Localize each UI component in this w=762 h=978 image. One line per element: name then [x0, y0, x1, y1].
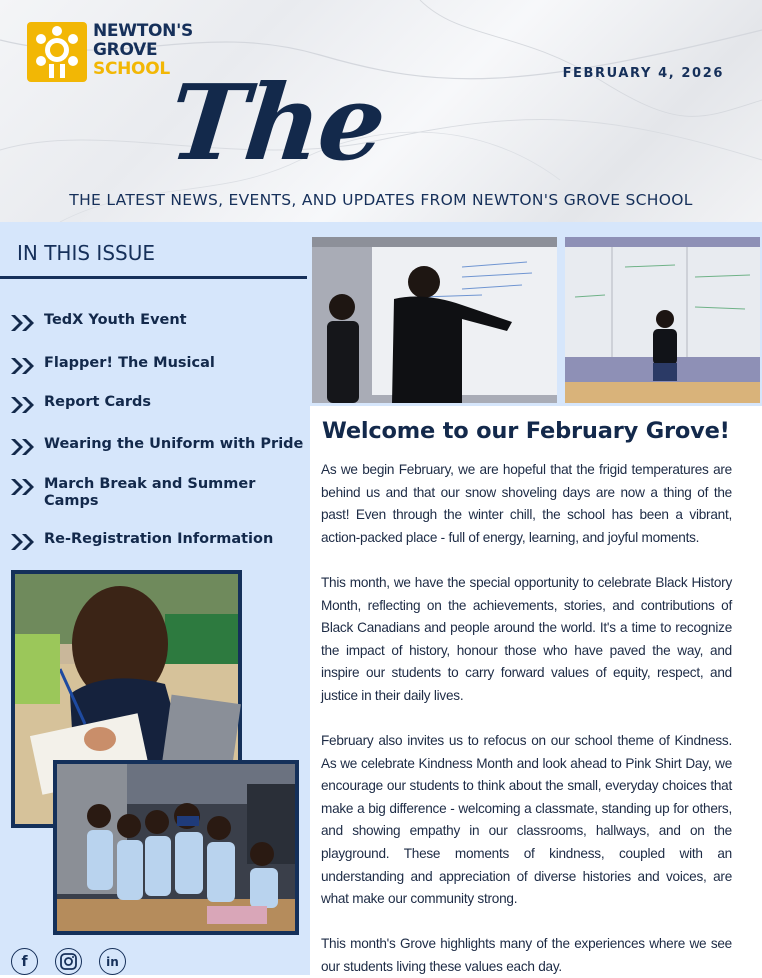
whiteboard-student-image: [565, 237, 760, 403]
facebook-icon[interactable]: [11, 948, 38, 975]
double-chevron-icon: [10, 438, 36, 456]
logo-line-1: NEWTON'S: [93, 21, 193, 41]
toc-label: Report Cards: [44, 394, 152, 410]
instagram-icon[interactable]: [55, 948, 82, 975]
photo-strip: [310, 222, 762, 406]
newsletter-header: [0, 0, 762, 222]
issue-date: FEBRUARY 4, 2026: [562, 66, 724, 81]
highlights-paragraph: This month's Grove highlights many of the experiences where we see our students living these values each day.: [321, 936, 732, 974]
toc-item-flapper[interactable]: [10, 355, 305, 375]
double-chevron-icon: [10, 533, 36, 551]
in-this-issue-heading: IN THIS ISSUE: [17, 241, 155, 265]
newsletter-tagline: THE LATEST NEWS, EVENTS, AND UPDATES FROM NEWTON'S GROVE SCHOOL: [69, 191, 693, 209]
toc-label: TedX Youth Event: [44, 312, 187, 328]
sidebar: [0, 222, 310, 975]
sidebar-divider: [0, 276, 307, 279]
school-logo[interactable]: [27, 22, 193, 82]
toc-item-report-cards[interactable]: [10, 394, 305, 414]
toc-item-uniform[interactable]: [10, 436, 305, 456]
toc-item-re-registration[interactable]: [10, 531, 305, 551]
double-chevron-icon: [10, 357, 36, 375]
toc-label: Re-Registration Information: [44, 531, 274, 547]
double-chevron-icon: [10, 396, 36, 414]
student-group-image: [57, 764, 295, 931]
black-history-paragraph: This month, we have the special opportunity to celebrate Black History Month, reflecting on the achievements, stories, and contributions of Black Canadians and people around the world. It's a time to recognize the impact of history, honour those who have paved the way, and inspire our students to carry forward values of equity, respect, and justice in their daily lives.: [321, 575, 732, 703]
toc-label: March Break and Summer Camps: [44, 476, 256, 509]
photo-student-group: [53, 760, 299, 935]
linkedin-icon[interactable]: [99, 948, 126, 975]
double-chevron-icon: [10, 314, 36, 332]
welcome-heading: Welcome to our February Grove!: [322, 418, 730, 444]
toc-item-march-break[interactable]: [10, 476, 305, 510]
photo-whiteboard-two-students: [312, 237, 557, 403]
toc-label: Wearing the Uniform with Pride: [44, 436, 304, 452]
toc-label: Flapper! The Musical: [44, 355, 215, 371]
toc-item-tedx[interactable]: [10, 312, 305, 332]
logo-line-2: GROVE: [93, 40, 158, 60]
instagram-glyph-icon: [60, 953, 77, 970]
logo-line-3: SCHOOL: [93, 59, 170, 79]
kindness-paragraph: February also invites us to refocus on our school theme of Kindness. As we celebrate Kindness Month and look ahead to Pink Shirt Day, we encourage our students to think about the small, everyday choices that make a big difference - welcoming a classmate, standing up for others, and showing empathy in our classrooms, hallways, and on the playground. These moments of kindness, coupled with an understanding and appreciation of diverse histories and voices, are what make our community strong.: [321, 733, 732, 907]
facebook-glyph: f: [21, 953, 28, 970]
photo-whiteboard-student: [565, 237, 760, 403]
whiteboard-students-image: [312, 237, 557, 403]
newsletter-masthead: The: [163, 61, 390, 184]
school-logo-icon: [27, 22, 87, 82]
double-chevron-icon: [10, 478, 36, 496]
social-links: [11, 948, 143, 975]
linkedin-glyph: in: [106, 954, 119, 969]
intro-paragraph: As we begin February, we are hopeful that the frigid temperatures are behind us and that our snow shoveling days are now a thing of the past! Even through the winter chill, the school has been a vibrant, action-packed place - full of energy, learning, and joyful moments.: [321, 462, 732, 545]
